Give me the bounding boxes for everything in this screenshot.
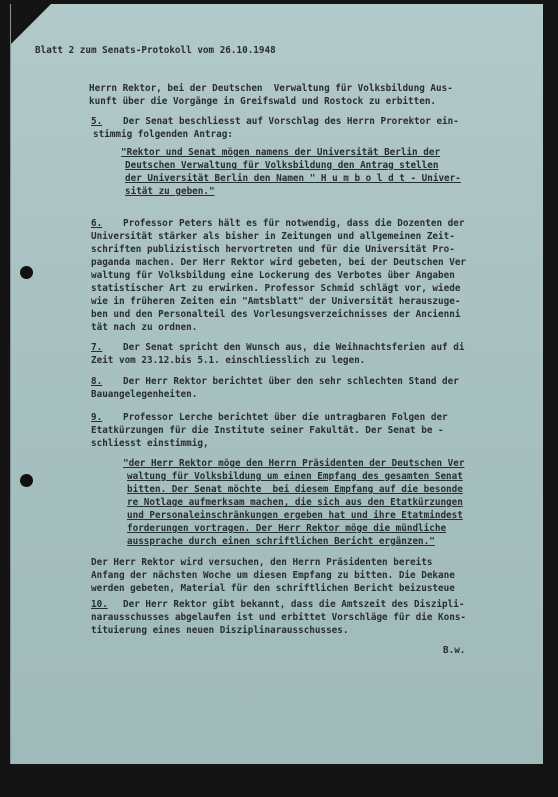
quote-line: bitten. Der Senat möchte bei diesem Empfang auf die besonde bbox=[127, 484, 463, 495]
item-line: tituierung eines neuen Disziplinarausschusses. bbox=[91, 625, 349, 636]
item-number: 8. bbox=[91, 376, 103, 387]
item-line: Professor Peters hält es für notwendig, dass die Dozenten der bbox=[123, 218, 465, 229]
item-line: schriften publizistisch hervortreten und für die Universität Pro- bbox=[91, 244, 455, 255]
intro-line: Herrn Rektor, bei der Deutschen Verwaltung für Volksbildung Aus- bbox=[89, 83, 453, 94]
quote-line: waltung für Volksbildung um einen Empfang des gesamten Senat bbox=[127, 471, 463, 482]
item-number: 7. bbox=[91, 342, 103, 353]
item-number: 5. bbox=[91, 116, 103, 127]
continuation-mark: B.w. bbox=[443, 645, 466, 656]
item-line: tät nach zu ordnen. bbox=[91, 322, 198, 333]
item-line: Der Herr Rektor berichtet über den sehr schlechten Stand der bbox=[123, 376, 459, 387]
intro-line: kunft über die Vorgänge in Greifswald und Rostock zu erbitten. bbox=[89, 96, 437, 107]
item-number: 6. bbox=[91, 218, 103, 229]
item-line: statistischer Art zu erwirken. Professor Schmid schlägt vor, wiede bbox=[91, 283, 461, 294]
item-line: Anfang der nächsten Woche um diesen Empfang zu bitten. Die Dekane bbox=[91, 570, 455, 581]
item-line: paganda machen. Der Herr Rektor wird gebeten, bei der Deutschen Ver bbox=[91, 257, 467, 268]
item-line: Der Herr Rektor gibt bekannt, dass die Amtszeit des Diszipli- bbox=[123, 599, 465, 610]
item-line: Der Senat spricht den Wunsch aus, die Weihnachtsferien auf di bbox=[123, 342, 465, 353]
item-line: Universität stärker als bisher in Zeitungen und allgemeinen Zeit- bbox=[91, 231, 455, 242]
item-line: waltung für Volksbildung eine Lockerung des Verbotes über Angaben bbox=[91, 270, 455, 281]
item-number: 10. bbox=[91, 599, 108, 610]
quote-line: aussprache durch einen schriftlichen Bericht ergänzen." bbox=[127, 536, 435, 547]
item-number: 9. bbox=[91, 412, 103, 423]
item-line: Zeit vom 23.12.bis 5.1. einschliesslich zu legen. bbox=[91, 355, 366, 366]
quote-line: "der Herr Rektor möge den Herrn Präsidenten der Deutschen Ver bbox=[123, 458, 465, 469]
item-line: ben und den Personalteil des Vorlesungsverzeichnisses der Ancienni bbox=[91, 309, 461, 320]
quote-line: Deutschen Verwaltung für Volksbildung den Antrag stellen bbox=[125, 160, 439, 171]
item-line: Bauangelegenheiten. bbox=[91, 389, 198, 400]
quote-line: und Personaleinschränkungen ergeben hat und ihre Etatmindest bbox=[127, 510, 463, 521]
item-line: stimmig folgenden Antrag: bbox=[93, 129, 233, 140]
item-line: werden gebeten, Material für den schriftlichen Bericht beizusteue bbox=[91, 583, 455, 594]
document-page bbox=[10, 4, 543, 764]
item-line: Professor Lerche berichtet über die untragbaren Folgen der bbox=[123, 412, 448, 423]
page-header: Blatt 2 zum Senats-Protokoll vom 26.10.1948 bbox=[35, 45, 276, 56]
quote-line: sität zu geben." bbox=[125, 186, 215, 197]
item-line: Etatkürzungen für die Institute seiner Fakultät. Der Senat be - bbox=[91, 425, 444, 436]
quote-line: der Universität Berlin den Namen " H u m b o l d t - Univer- bbox=[125, 173, 461, 184]
quote-line: "Rektor und Senat mögen namens der Universität Berlin der bbox=[121, 147, 441, 158]
item-line: wie in früheren Zeiten ein "Amtsblatt" der Universität herauszuge- bbox=[91, 296, 461, 307]
protocol-text bbox=[11, 4, 467, 797]
quote-line: re Notlage aufmerksam machen, die sich aus den Etatkürzungen bbox=[127, 497, 463, 508]
item-line: Der Senat beschliesst auf Vorschlag des Herrn Prorektor ein- bbox=[123, 116, 459, 127]
quote-line: forderungen vortragen. Der Herr Rektor möge die mündliche bbox=[127, 523, 447, 534]
item-line: Der Herr Rektor wird versuchen, den Herrn Präsidenten bereits bbox=[91, 557, 433, 568]
item-line: schliesst einstimmig, bbox=[91, 438, 209, 449]
item-line: narausschusses abgelaufen ist und erbittet Vorschläge für die Kons- bbox=[91, 612, 467, 623]
